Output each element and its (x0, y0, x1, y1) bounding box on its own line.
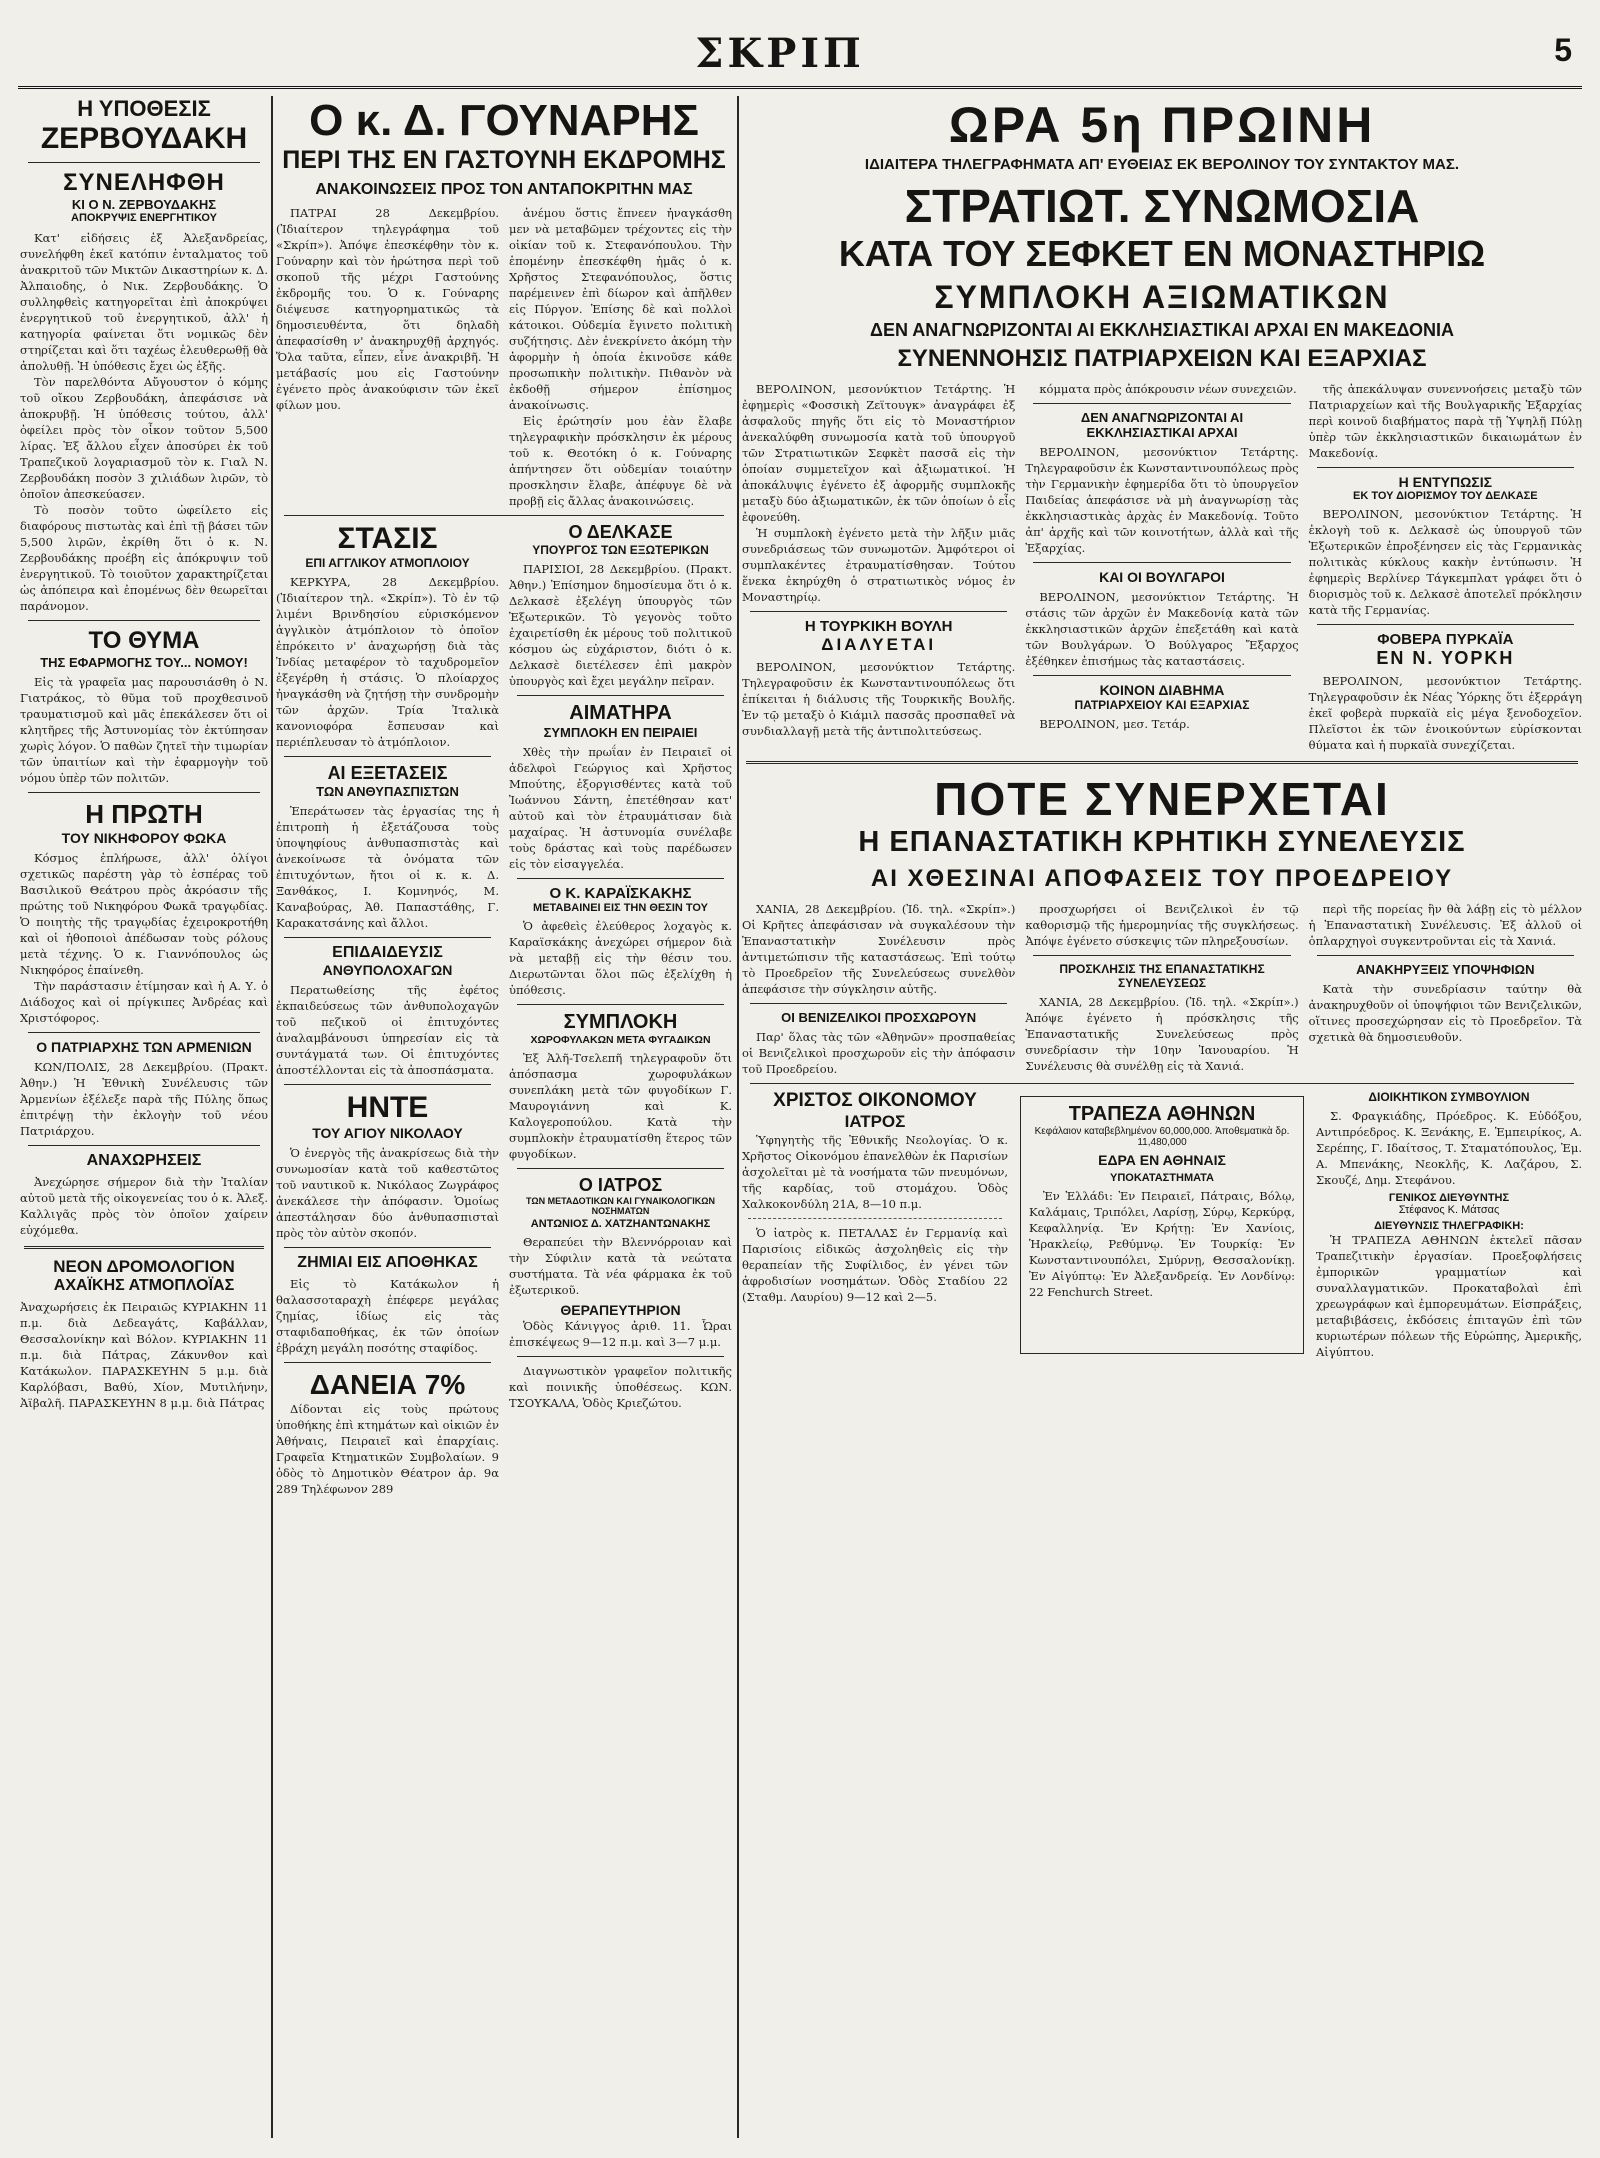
headline-therap: ΘΕΡΑΠΕΥΤΗΡΙΟΝ (560, 1302, 681, 1318)
advert-columns (742, 1090, 1582, 1360)
headline-den2: ΔΕΝ ΑΝΑΓΝΩΡΙΖΟΝΤΑΙ ΑΙ ΕΚΚΛΗΣΙΑΣΤΙΚΑΙ ΑΡΧΑΙ (1080, 410, 1244, 440)
column-divider (271, 96, 273, 2138)
subhead: ΣΥΝΕΝΝΟΗΣΙΣ ΠΑΤΡΙΑΡΧΕΙΩΝ ΚΑΙ ΕΞΑΡΧΙΑΣ (897, 345, 1427, 372)
headline-aimatira: ΑΙΜΑΤΗΡΑ (569, 702, 672, 724)
subhead: ΤΟΥ ΑΓΙΟΥ ΝΙΚΟΛΑΟΥ (312, 1125, 463, 1141)
divider (284, 1247, 491, 1248)
article-text: Τὸν παρελθόντα Αὔγουστον ὁ κόμης τοῦ οἴκου Ζερβουδάκη, ἀπεφάσισε νὰ ἀποκρυβῇ. Ἡ ὑπόθεσις τούτου, ἀλλ' ὀφείλει πρὸς τὸν οἶκον τοῦτον 5,500 λίρας. Ἐξ ἄλλου εἶχεν ἀποσύρει ἐκ τοῦ Τραπεζικοῦ λογαριασμοῦ τὸν κ. Γιαλ Ν. Ζερβουδάκη ποσὸν 3 χιλιάδων λιρῶν, τὸ ὁποῖον ἀπεσκεύασεν. (20, 375, 268, 501)
headline-prosk: ΠΡΟΣΚΛΗΣΙΣ ΤΗΣ ΕΠΑΝΑΣΤΑΤΙΚΗΣ ΣΥΝΕΛΕΥΣΕΩΣ (1059, 962, 1265, 990)
bank-advert (1020, 1096, 1304, 1354)
headline-tourkiki: Η ΤΟΥΡΚΙΚΗ ΒΟΥΛΗ (804, 618, 953, 635)
headline-koinon: ΚΟΙΝΟΝ ΔΙΑΒΗΜΑ (1099, 682, 1225, 698)
headline-karais: Ο Κ. ΚΑΡΑΪΣΚΑΚΗΣ (549, 885, 692, 902)
divider (750, 1003, 1007, 1004)
headline-neon: ΝΕΟΝ ΔΡΟΜΟΛΟΓΙΟΝ (53, 1257, 235, 1276)
article-text: Ἀναχωρήσεις ἐκ Πειραιῶς ΚΥΡΙΑΚΗΝ 11 π.μ. διὰ Δεδεαγάτς, Καβάλλαν, Θεσσαλονίκην καὶ Βόλον. ΚΥΡΙΑΚΗΝ 11 π.μ. διὰ Πάτρας, Ζάκυνθον καὶ Κατάκωλον. ΠΑΡΑΣΚΕΥΗΝ 5 μ.μ. διὰ Καρλόβασι, Βαθύ, Χίον, Μυτιλήνην, Ἀϊβαλῆ. ΠΑΡΑΣΚΕΥΗΝ 8 μ.μ. διὰ Πάτρας (20, 1300, 268, 1410)
article-text: Θεραπεύει τὴν Βλεννόρροιαν καὶ τὴν Σύφιλιν κατὰ τὰ νεώτατα συστήματα. Τὰ νέα φάρμακα ἐκ τοῦ ἐξωτερικοῦ. (509, 1235, 732, 1297)
article-text: περὶ τῆς πορείας ἣν θὰ λάβῃ εἰς τὸ μέλλον ἡ Ἐπαναστατικὴ Συνέλευσις. Ἐξ ἀλλοῦ οἱ ὁπλαρχηγοὶ συγκεντροῦνται εἰς τὰ Χανιά. (1308, 902, 1582, 948)
article-text: ΒΕΡΟΛΙΝΟΝ, μεσονύκτιον Τετάρτης. Ἡ ἐκλογὴ τοῦ κ. Δελκασὲ ὡς ὑπουργοῦ τῶν Ἐξωτερικῶν ἐπροξένησεν εἰς τὰς Γερμανικὰς πολιτικὰς κύκλους κακὴν ἐντύπωσιν. Ἡ ἐφημερὶς Βερλίνερ Τάγκεμπλατ γράφει ὅτι ὁ διορισμὸς τοῦ κ. Δελκασὲ ἀποτελεῖ πρόκλησιν κατὰ τῆς Γερμανίας. (1308, 507, 1582, 617)
headline-exet: ΑΙ ΕΞΕΤΑΣΕΙΣ (327, 763, 448, 783)
article-text: Ἀνεχώρησε σήμερον διὰ τὴν Ἰταλίαν αὐτοῦ μετὰ τῆς οἰκογενείας του ὁ κ. Ἀλεξ. Καλλιγᾶς πρὸς τὸν ὁποῖον χαίρειν εὐχόμεθα. (20, 1175, 268, 1237)
divider (517, 878, 724, 879)
article-text: ΠΑΤΡΑΙ 28 Δεκεμβρίου. (Ἰδιαίτερον τηλεγράφημα τοῦ «Σκρίπ»). Ἀπόψε ἐπεσκέφθην τὸν κ. Γούναρην καὶ τὸν ἠρώτησα περὶ τοῦ σκοποῦ τῆς μέχρι Γαστούνης ἐκδρομῆς του. Ὁ κ. Γούναρης διέψευσε κατηγορηματικῶς τὰ δημοσιευθέντα, ὅτι δηλαδὴ ἀπεφασίσθη ν' ἀνακηρυχθῇ ἀρχηγός. Ὅλα ταῦτα, εἶπεν, εἶνε ἀνακριβῆ. Ἡ μετάβασίς μου εἰς Γαστούνην ἐγένετο πρὸς ἀνακούφισιν τῶν ἐκεῖ φίλων μου. (276, 206, 499, 412)
article-text: Ὁδὸς Κάνιγγος ἀριθ. 11. Ὧραι ἐπισκέψεως 9—12 π.μ. καὶ 3—7 μ.μ. (509, 1319, 732, 1349)
advert-title: ΤΡΑΠΕΖΑ ΑΘΗΝΩΝ (1068, 1103, 1256, 1125)
column-2 (276, 96, 732, 2138)
subhead: ΥΠΟΥΡΓΟΣ ΤΩΝ ΕΞΩΤΕΡΙΚΩΝ (532, 543, 709, 557)
sub-columns (742, 901, 1582, 1077)
divider (746, 761, 1578, 764)
article-text: ΧΑΝΙΑ, 28 Δεκεμβρίου. (Ἰδ. τηλ. «Σκρίπ».) Οἱ Κρῆτες ἀπεφάσισαν νὰ συγκαλέσουν τὴν Ἐπαναστατικὴν Συνέλευσιν πρὸς ἀντιμετώπισιν τῆς καταστάσεως. Ἐπὶ τούτῳ τὸ Προεδρεῖον τῆς Συνελεύσεως συνελθὸν ἀπεφάσισε τὴν σύγκλησιν αὐτῆς. (742, 902, 1016, 996)
headline-anax: ΑΝΑΧΩΡΗΣΕΙΣ (86, 1152, 202, 1169)
divider (1033, 675, 1290, 676)
column-divider (737, 96, 739, 2138)
subhead: ΤΟΥ ΝΙΚΗΦΟΡΟΥ ΦΩΚΑ (61, 830, 227, 846)
article-text: Τὸ ποσὸν τοῦτο ὠφείλετο εἰς διαφόρους πιστωτὰς καὶ ἐπὶ τῇ βάσει τῶν 5,500 λιρῶν, ἐκρίθη ὅτι ὁ κ. Ν. Ζερβουδάκης προέβη εἰς ἀπόκρυψιν τοῦ ἐνεργητικοῦ. Τὸ τοιοῦτον χαρακτηρίζεται ὡς ἀπόπειρα καὶ ἐπομένως δὲν θεωρεῖται παράνομον. (20, 503, 268, 613)
divider (284, 1084, 491, 1085)
headline-thyma: ΤΟ ΘΥΜΑ (88, 627, 200, 654)
headline-anakiryxeis: ΑΝΑΚΗΡΥΞΕΙΣ ΥΠΟΨΗΦΙΩΝ (1356, 962, 1535, 977)
headline-fovera: ΦΟΒΕΡΑ ΠΥΡΚΑΪΑ (1377, 631, 1514, 648)
article-text: Ἐξ Ἀλῆ-Τσελεπῆ τηλεγραφοῦν ὅτι ἀπόσπασμα χωροφυλάκων συνεπλάκη μετὰ τῶν φυγοδίκων Γ. Μαυρογιάννη καὶ Κ. Καλογεροπούλου. Κατὰ τὴν συμπλοκὴν ἐτραυματίσθη ἕτερος τῶν φυγοδίκων. (509, 1051, 732, 1161)
headline-strat-sub: ΚΑΤΑ ΤΟΥ ΣΕΦΚΕΤ ΕΝ ΜΟΝΑΣΤΗΡΙΩ (838, 233, 1486, 274)
subhead: ΑΝΑΚΟΙΝΩΣΕΙΣ ΠΡΟΣ ΤΟΝ ΑΝΤΑΠΟΚΡΙΤΗΝ ΜΑΣ (315, 181, 693, 198)
bank-seat: ΕΔΡΑ ΕΝ ΑΘΗΝΑΙΣ (1098, 1152, 1226, 1168)
subhead: ΑΙ ΧΘΕΣΙΝΑΙ ΑΠΟΦΑΣΕΙΣ ΤΟΥ ΠΡΟΕΔΡΕΙΟΥ (870, 865, 1454, 892)
article-gounaris-columns (276, 205, 732, 509)
subhead: ΕΝ Ν. ΥΟΡΚΗ (1376, 648, 1515, 668)
headline-iatros: Ο ΙΑΤΡΟΣ (578, 1175, 663, 1195)
divider (517, 1168, 724, 1169)
headline-stasis: ΣΤΑΣΙΣ (337, 522, 438, 555)
headline-daneia: ΔΑΝΕΙΑ 7% (309, 1369, 466, 1400)
advert-text: Ἐν Ἑλλάδι: Ἐν Πειραιεῖ, Πάτραις, Βόλῳ, Καλάμαις, Τριπόλει, Λαρίσῃ, Σύρῳ, Κερκύρᾳ, Κεφαλληνίᾳ. Ἐν Κρήτῃ: Ἐν Χανίοις, Ἡρακλείῳ, Ρεθύμνῳ. Ἐν Τουρκίᾳ: Ἐν Κωνσταντινουπόλει, Σμύρνῃ, Θεσσαλονίκῃ. Ἐν Αἰγύπτῳ: Ἐν Ἀλεξανδρείᾳ. Ἐν Λονδίνῳ: 22 Fenchurch Street. (1029, 1189, 1295, 1299)
headline-pote-sub: Η ΕΠΑΝΑΣΤΑΤΙΚΗ ΚΡΗΤΙΚΗ ΣΥΝΕΛΕΥΣΙΣ (858, 826, 1466, 858)
telegraph-heading: ΔΙΕΥΘΥΝΣΙΣ ΤΗΛΕΓΡΑΦΙΚΗ: (1374, 1220, 1524, 1232)
subhead: ΑΧΑΪΚΗΣ ΑΤΜΟΠΛΟΪΑΣ (53, 1277, 235, 1294)
headline-arrest: ΣΥΝΕΛΗΦΘΗ (63, 169, 225, 196)
subhead: ΙΔΙΑΙΤΕΡΑ ΤΗΛΕΓΡΑΦΗΜΑΤΑ ΑΠ' ΕΥΘΕΙΑΣ ΕΚ ΒΕΡΟΛΙΝΟΥ ΤΟΥ ΣΥΝΤΑΚΤΟΥ ΜΑΣ. (864, 156, 1460, 173)
headline-venizel: ΟΙ ΒΕΝΙΖΕΛΙΚΟΙ ΠΡΟΣΧΩΡΟΥΝ (781, 1010, 977, 1025)
divider (750, 611, 1007, 612)
subhead: ΤΩΝ ΜΕΤΑΔΟΤΙΚΩΝ ΚΑΙ ΓΥΝΑΙΚΟΛΟΓΙΚΩΝ ΝΟΣΗΜΑΤΩΝ (526, 1196, 715, 1216)
article-text: Εἰς τὰ γραφεῖα μας παρουσιάσθη ὁ Ν. Γιατράκος, τὸ θῦμα τοῦ προχθεσινοῦ τραυματισμοῦ καὶ μᾶς ἐπεκάλεσεν ὅτι οἱ κλητῆρες τῆς Ἀστυνομίας τὸν ἐκτύπησαν χωρὶς λόγον. Ὁ παθὼν ζητεῖ τὴν τιμωρίαν τῶν ὑπαιτίων καὶ τὴν ἐφαρμογὴν τοῦ νόμου ὑπὲρ τῶν πολιτῶν. (20, 675, 268, 785)
article-text: ΚΩΝ/ΠΟΛΙΣ, 28 Δεκεμβρίου. (Πρακτ. Ἀθην.) Ἡ Ἐθνικὴ Συνέλευσις τῶν Ἀρμενίων ἐξέλεξε παρὰ τῆς Πύλης ὅπως ἐπιτρέψῃ τὴν ἐκλογὴν τοῦ νέου Πατριάρχου. (20, 1060, 268, 1138)
article-text: Ὁ ἀφεθεὶς ἐλεύθερος λοχαγὸς κ. Καραϊσκάκης ἀνεχώρει σήμερον διὰ νὰ μεταβῇ εἰς τὴν θέσιν του. Διερωτῶνται ὅλοι πῶς ἐξελίχθη ἡ ὑπόθεσις. (509, 919, 732, 997)
headline-strat: ΣΤΡΑΤΙΩΤ. ΣΥΝΩΜΟΣΙΑ (904, 180, 1420, 232)
divider (284, 937, 491, 938)
article-text: προσχωρήσει οἱ Βενιζελικοὶ ἐν τῷ καθορισμῷ τῆς ἡμερομηνίας τῆς συγκλήσεως. Ἀπόψε ἐγένετο σύσκεψις τῶν πληρεξουσίων. (1025, 902, 1299, 948)
sub-columns (276, 522, 732, 1497)
headline-proti: Η ΠΡΩΤΗ (85, 799, 203, 829)
paper-name: ΣΚΡΙΠ (695, 30, 865, 77)
headline-vougaroi: ΚΑΙ ΟΙ ΒΟΥΛΓΑΡΟΙ (1099, 569, 1225, 585)
bank-branches-heading: ΥΠΟΚΑΤΑΣΤΗΜΑΤΑ (1110, 1172, 1214, 1184)
divider (28, 1145, 260, 1146)
subhead: ΔΕΝ ΑΝΑΓΝΩΡΙΖΟΝΤΑΙ ΑΙ ΕΚΚΛΗΣΙΑΣΤΙΚΑΙ ΑΡΧΑΙ ΕΝ ΜΑΚΕΔΟΝΙΑ (870, 320, 1454, 340)
divider (28, 792, 260, 793)
article-text: Κόσμος ἐπλήρωσε, ἀλλ' ὀλίγοι σχετικῶς παρέστη γὰρ τὸ ἑσπέρας τοῦ Βασιλικοῦ Θεάτρου πρὸς ἀκρόασιν τῆς πρώτης τοῦ Νικηφόρου Φωκᾶ τραγῳδίας. Ὁ ποιητὴς τῆς τραγῳδίας ἐχειροκροτήθη καὶ οἱ ἠθοποιοὶ ἀπέδωσαν τοὺς ρόλους μετὰ τέχνης. Ὁ κ. Γιαννόπουλος ὡς Νικηφόρος ἐπαίνεθη. (20, 851, 268, 977)
headline-entyposis: Η ΕΝΤΥΠΩΣΙΣ (1398, 474, 1492, 490)
masthead (0, 0, 1600, 92)
article-text: Διαγνωστικὸν γραφεῖον πολιτικῆς καὶ ποινικῆς ὑποθέσεως. ΚΩΝ. ΤΣΟΥΚΑΛΑ, Ὁδὸς Κριεζώτου. (509, 1364, 732, 1410)
board-heading: ΔΙΟΙΚΗΤΙΚΟΝ ΣΥΜΒΟΥΛΙΟΝ (1368, 1090, 1530, 1104)
director-name: Στέφανος Κ. Μάτσας (1398, 1204, 1500, 1216)
divider (1317, 467, 1574, 468)
subhead: ΣΥΜΠΛΟΚΗ ΕΝ ΠΕΙΡΑΙΕΙ (543, 725, 698, 740)
headline-case: Η ΥΠΟΘΕΣΙΣ (77, 96, 211, 121)
article-text: ΠΑΡΙΣΙΟΙ, 28 Δεκεμβρίου. (Πρακτ. Ἀθην.) Ἐπίσημον δημοσίευμα ὅτι ὁ κ. Δελκασὲ ἐξελέγη ὑπουργὸς τῶν Ἐξωτερικῶν. Τὸ γεγονὸς τοῦτο ἐχαιρετίσθη ἐκ μέρους τοῦ πολιτικοῦ κόσμου ὡς εὐχάριστον, διότι ὁ κ. Δελκασὲ διετέλεσεν ἐπὶ μακρὸν ὑπουργὸς καὶ ἔχει μεγάλην πεῖραν. (509, 562, 732, 688)
subhead: ΠΑΤΡΙΑΡΧΕΙΟΥ ΚΑΙ ΕΞΑΡΧΙΑΣ (1074, 698, 1250, 712)
divider (284, 1362, 491, 1363)
article-text: Ἡ συμπλοκὴ ἐγένετο μετὰ τὴν λῆξιν μιᾶς συνεδριάσεως τῶν συνωμοτῶν. Ἀμφότεροι οἱ συμπλακέντες ἐτραυματίσθησαν. Τούτου ἕνεκα ἐκηρύχθη ὁ στρατιωτικὸς νόμος ἐν Μοναστηρίῳ. (742, 526, 1016, 604)
subhead: ΕΠΙ ΑΓΓΛΙΚΟΥ ΑΤΜΟΠΛΟΙΟΥ (305, 556, 470, 570)
divider (1033, 955, 1290, 956)
subhead: ΑΠΟΚΡΥΨΙΣ ΕΝΕΡΓΗΤΙΚΟΥ (71, 212, 217, 224)
article-text: ΒΕΡΟΛΙΝΟΝ, μεσονύκτιον Τετάρτης. Τηλεγραφοῦσιν ἐκ Κωνσταντινουπόλεως ὅτι ἐπίκειται ἡ διάλυσις τῆς Τουρκικῆς Βουλῆς. Ἐν τῷ μεταξὺ ὁ Κιάμιλ πασσᾶς προσπαθεῖ νὰ συνδιαλλαγῇ μετὰ τῆς ἀντιπολιτεύσεως. (742, 660, 1016, 738)
article-text: ΒΕΡΟΛΙΝΟΝ, μεσ. Τετάρ. (1039, 717, 1190, 731)
article-text: Κατ' εἰδήσεις ἐξ Ἀλεξανδρείας, συνελήφθη ἐκεῖ κατόπιν ἐνταλματος τοῦ ἀνακριτοῦ τῶν Μικτῶν Δικαστηρίων κ. Δ. Ἀλπαιοδης, ὁ Νικ. Ζερβουδάκης. Ὁ συλληφθεὶς κατηγορεῖται ἐπὶ ἀποκρύψει ἐνεργητικοῦ τοῦ ἐνεργητικοῦ, ἀλλ' ἡ κατηγορία φαίνεται ὅτι νομικῶς δὲν στηρίζεται καὶ ὅτι ταχέως ἐλευθερωθῇ θὰ ἀπολυθῇ. Ἡ ὑπόθεσις ἔχει ὡς ἑξῆς. (20, 231, 268, 373)
divider (1033, 403, 1290, 404)
divider (28, 620, 260, 621)
bank-capital: Κεφάλαιον καταβεβλημένον 60,000,000. Ἀποθεματικὰ δρ. 11,480,000 (1034, 1126, 1290, 1148)
article-text: ΒΕΡΟΛΙΝΟΝ, μεσονύκτιον Τετάρτης. Τηλεγραφοῦσιν ἐκ Νέας Ὑόρκης ὅτι ἐξερράγη ἐκεῖ φοβερὰ πυρκαϊὰ εἰς μέγα ξενοδοχεῖον. Πλεῖστοι ἐκ τῶν ἐνοικούντων εὑρίσκονται θύματα καὶ ἡ πυρκαϊὰ συνεχίζεται. (1308, 674, 1582, 752)
subhead: ΧΩΡΟΦΥΛΑΚΩΝ ΜΕΤΑ ΦΥΓΑΔΙΚΩΝ (530, 1034, 711, 1046)
headline-symplokh-axiom: ΣΥΜΠΛΟΚΗ ΑΞΙΩΜΑΤΙΚΩΝ (934, 279, 1390, 315)
headline-dekase: Ο ΔΕΛΚΑΣΕ (568, 522, 673, 542)
article-text: Ὁ ἐνεργὸς τῆς ἀνακρίσεως διὰ τὴν συνωμοσίαν κατὰ τοῦ καθεστῶτος τοῦ ναυτικοῦ κ. Νικόλαος Ζωγράφος ἀνεκάλεσε τὴν ἀπόφασιν. Ὁμοίως ἀπεστάλησαν δύο ἀνθυπασπισταὶ πρὸς τὸν αὐτὸν σκοπόν. (276, 1146, 499, 1240)
headline-zimiai: ΖΗΜΙΑΙ ΕΙΣ ΑΠΟΘΗΚΑΣ (297, 1254, 478, 1271)
advert-text: Ἡ ΤΡΑΠΕΖΑ ΑΘΗΝΩΝ ἐκτελεῖ πᾶσαν Τραπεζιτικὴν ἐργασίαν. Προεξοφλήσεις ἐμπορικῶν γραμματίων καὶ συναλλαγματικῶν. Προκαταβολαὶ ἐπὶ χρεωγράφων καὶ ἐμπορευμάτων. Εἰσπράξεις, μεταβιβάσεις, ἐκδόσεις ἐπιταγῶν ἐπὶ τῶν κυριωτέρων πόλεων τῆς Εὐρώπης, Ἀμερικῆς, Αἰγύπτου. (1316, 1233, 1582, 1359)
article-text: ΒΕΡΟΛΙΝΟΝ, μεσονύκτιον Τετάρτης. Ἡ στάσις τῶν ἀρχῶν ἐν Μακεδονίᾳ κατὰ τῶν ἐκκλησιαστικῶν ἀρχῶν ἐπεξετάθη καὶ κατὰ τῶν Βουλγάρων. Ὁ Βούλγαρος Ἔξαρχος ἐξέθηκεν ἐπισήμως τὰς καταστάσεις. (1025, 590, 1299, 668)
article-text: Δίδονται εἰς τοὺς πρώτους ὑποθήκης ἐπὶ κτημάτων καὶ οἰκιῶν ἐν Ἀθήναις, Πειραιεῖ καὶ ἐπαρχίαις. Γραφεῖα Κτηματικῶν Συμβολαίων. 9 ὁδὸς τὸ Δημοτικὸν Θέατρον ἀρ. 9α 289 Τηλέφωνον 289 (276, 1402, 499, 1496)
article-text: Εἰς τὸ Κατάκωλον ἡ θαλασσοταραχὴ ἐπέφερε μεγάλας ζημίας, ἰδίως εἰς τὰς σταφιδαποθήκας, ἐκ τῶν ὁποίων ἐβράχη μεγάλη ποσότης σταφίδος. (276, 1277, 499, 1355)
headline-gounaris-sub: ΠΕΡΙ ΤΗΣ ΕΝ ΓΑΣΤΟΥΝΗ ΕΚΔΡΟΜΗΣ (282, 146, 726, 174)
divider (284, 515, 724, 516)
headline-patr: Ο ΠΑΤΡΙΑΡΧΗΣ ΤΩΝ ΑΡΜΕΝΙΩΝ (36, 1039, 252, 1055)
headline-pote: ΠΟΤΕ ΣΥΝΕΡΧΕΤΑΙ (934, 773, 1390, 825)
divider (517, 1356, 724, 1357)
article-text: Παρ' ὅλας τὰς τῶν «Ἀθηνῶν» προσπαθείας οἱ Βενιζελικοὶ προσχωροῦν εἰς τὴν ἀπόφασιν τοῦ Προεδρείου. (742, 1030, 1016, 1076)
article-text: Τὴν παράστασιν ἐτίμησαν καὶ ἡ Α. Υ. ὁ Διάδοχος καὶ οἱ πρίγκιπες Ἀνδρέας καὶ Χριστόφορος. (20, 979, 268, 1025)
divider (24, 1246, 264, 1249)
headline-epaid: ΕΠΙΔΑΙΔΕΥΣΙΣ (332, 944, 443, 961)
advert-text: Ὁ ἰατρὸς κ. ΠΕΤΑΛΑΣ ἐν Γερμανίᾳ καὶ Παρισίοις εἰδικῶς ἀσχοληθεὶς εἰς τὴν θεραπείαν τῆς Συφίλιδος, ἐν γένει τῶν ἀφροδισίων νοσημάτων. Ὁδὸς Σταδίου 22 (Σταθμ. Λαυρίου) 9—12 καὶ 2—5. (742, 1226, 1008, 1304)
advert-title: ΧΡΙΣΤΟΣ ΟΙΚΟΝΟΜΟΥ (773, 1090, 977, 1111)
subhead: ΤΗΣ ΕΦΑΡΜΟΓΗΣ ΤΟΥ... ΝΟΜΟΥ! (40, 655, 248, 670)
headline-hnte: ΗΝΤΕ (346, 1091, 429, 1124)
article-text: ΒΕΡΟΛΙΝΟΝ, μεσονύκτιον Τετάρτης. Ἡ ἐφημερὶς «Φοσσικὴ Ζεϊτουγκ» ἀναγράφει ἐξ ἀσφαλοῦς πηγῆς ὅτι εἰς τὸ Μοναστήριον ἀνεκαλύφθη συνωμοσία κατὰ τοῦ ὑπουργοῦ τῶν Στρατιωτικῶν Σεφκὲτ πασσᾶ εἰς τὴν ὁποίαν συμμετεῖχον καὶ ἀξιωματικοί. Ἡ ἀποκάλυψις ἐγένετο ἐξ ἀφορμῆς συμπλοκῆς μεταξὺ δύο ἀξιωματικῶν, ἐκ τῶν ὁποίων ὁ εἷς ἐφονεύθη. (742, 382, 1016, 524)
masthead-rule (18, 86, 1582, 89)
article-text: ἀνέμου ὅστις ἔπνεεν ἠναγκάσθη μεν νὰ μεταβῶμεν τρέχοντες εἰς τὴν οἰκίαν τοῦ κ. Στεφανόπουλου. Τὴν ἑπομένην ἐπεσκέφθη ἡμᾶς ὁ κ. Χρῆστος Στεφανόπουλος, ὅστις παρέμεινεν ἐπὶ δίωρον καὶ ἀπῆλθεν εἰς Πύργον. Ἐπίσης δὲ καὶ πολλοὶ κάτοικοι. Οὐδεμία ἔγινετο πολιτικὴ συζήτησις. Δὲν ἐνεκρίνετο ἀκόμη τὴν ἀφορμὴν ἡ ὁποία ἐκινοῦσε κάθε προσωπικὴν πολιτικὴν. Πιθανὸν νὰ ἐκδοθῇ σήμερον ἐπίσημος ἀνακοίνωσις. (509, 206, 732, 412)
subhead: ΚΙ Ο Ν. ΖΕΡΒΟΥΔΑΚΗΣ (71, 197, 217, 212)
subhead: ΜΕΤΑΒΑΙΝΕΙ ΕΙΣ ΤΗΝ ΘΕΣΙΝ ΤΟΥ (532, 902, 709, 914)
advert-text: Σ. Φραγκιάδης, Πρόεδρος. Κ. Εὐδόξου, Αντιπρόεδρος. Κ. Ξενάκης, Ε. Ἐμπειρίκος, Α. Σερέπης, Γ. Ιδαίτσος, Τ. Σταματόπουλος, Ἐμ. Α. Μπενάκης, Νεοκλῆς, Κ. Λαζάρου, Σ. Σκουζέ, Δημ. Στεφάνου. (1316, 1109, 1582, 1187)
subhead: ΤΩΝ ΑΝΘΥΠΑΣΠΙΣΤΩΝ (316, 784, 459, 799)
doctor-name: ΑΝΤΩΝΙΟΣ Δ. ΧΑΤΖΗΑΝΤΩΝΑΚΗΣ (530, 1218, 711, 1230)
column-3 (742, 96, 1582, 2138)
article-text: ΚΕΡΚΥΡΑ, 28 Δεκεμβρίου. (Ἰδιαίτερον τηλ. «Σκρίπ»). Τὸ ἐν τῷ λιμένι Βρινδησίου εὑρισκόμενον ἀγγλικὸν ἀτμόπλοιον τὸ ὁποῖον ἐπρόκειτο ν' ἀναχωρήσῃ διὰ τὰς Ἰνδίας μεταφέρον τὸ ταχυδρομεῖον ἐξεγέρθη ἡ στάσις. Ὁ πλοίαρχος ἠναγκάσθη νὰ ζητήσῃ τὴν συνδρομὴν τῶν ἀρχῶν. Τρία Ἰταλικὰ κανονιοφόρα ἔσπευσαν καὶ περιέπλευσαν τὸ ἀτμόπλοιον. (276, 575, 499, 749)
article-text: κόμματα πρὸς ἀπόκρουσιν νέων συνεχειῶν. (1039, 382, 1297, 396)
subhead: ΕΚ ΤΟΥ ΔΙΟΡΙΣΜΟΥ ΤΟΥ ΔΕΛΚΑΣΕ (1353, 490, 1538, 502)
divider (517, 695, 724, 696)
divider (28, 162, 260, 163)
column-1 (20, 96, 268, 2138)
divider (1317, 624, 1574, 625)
advert-subtitle: ΙΑΤΡΟΣ (844, 1112, 906, 1131)
director-heading: ΓΕΝΙΚΟΣ ΔΙΕΥΘΥΝΤΗΣ (1388, 1192, 1510, 1204)
subhead: ΔΙΑΛΥΕΤΑΙ (821, 635, 937, 654)
subhead: ΑΝΘΥΠΟΛΟΧΑΓΩΝ (322, 962, 453, 978)
article-text: ΧΑΝΙΑ, 28 Δεκεμβρίου. (Ἰδ. τηλ. «Σκρίπ».) Ἀπόψε ἐγένετο ἡ πρόσκλησις τῆς Ἐπαναστατικῆς Συνελεύσεως πρὸς συνεδρίασιν τὴν 10ην Ἰανουαρίου. Ἡ Συνέλευσις θὰ συνέλθῃ εἰς τὰ Χανιά. (1025, 995, 1299, 1073)
divider (517, 1004, 724, 1005)
advert-text: Ὑφηγητὴς τῆς Ἐθνικῆς Νεολογίας. Ὁ κ. Χρῆστος Οἰκονόμου ἐπανελθὼν ἐκ Παρισίων ἀσχολεῖται μὲ τὰ νοσήματα τῶν πνευμόνων, τῆς καρδίας, τοῦ στομάχου. Ὁδὸς Χαλκοκονδύλη 21Α, 8—10 π.μ. (742, 1133, 1008, 1211)
divider (28, 1032, 260, 1033)
page-number: 5 (1554, 32, 1572, 68)
article-text: Περατωθείσης τῆς ἐφέτος ἐκπαιδεύσεως τῶν ἀνθυπολοχαγῶν τοῦ πεζικοῦ οἱ ἐπιτυχόντες ἀναλαμβάνουσι ὑπηρεσίαν εἰς τὰ συντάγματά των. Οἱ ἐπιτυχόντες ἀποστέλλονται εἰς τὰ ἀποσπάσματα. (276, 983, 499, 1077)
headline-name: ΖΕΡΒΟΥΔΑΚΗ (40, 122, 248, 155)
headline-gounaris: Ο κ. Δ. ΓΟΥΝΑΡΗΣ (309, 96, 699, 145)
headline-symplokh: ΣΥΜΠΛΟΚΗ (563, 1011, 678, 1033)
article-text: Εἰς ἐρώτησίν μου ἐὰν ἔλαβε τηλεγραφικὴν πρόσκλησιν ἐκ μέρους τοῦ κ. Θεοτόκη ὁ κ. Γούναρης ἀπήντησεν ὅτι οὐδεμίαν τοιαύτην προσκλησιν ἔλαβε, ἀπέφυγε δὲ νὰ προβῇ εἰς ἄλλας ἀνακοινώσεις. (509, 414, 732, 508)
article-text: Ἐπεράτωσεν τὰς ἐργασίας της ἡ ἐπιτροπὴ ἡ ἐξετάζουσα τοὺς ὑποψηφίους ἀνθυπασπιστὰς καὶ ἀνεκοίνωσε τὰ ὀνόματα τῶν ἐπιτυχόντων, ἤτοι οἱ κ. κ. Δ. Ξανθάκος, Ι. Κομνηνός, Μ. Καναβούρας, Ἀθ. Παπαστάθης, Γ. Καρακατσάνης καὶ ἄλλοι. (276, 804, 499, 930)
sub-columns (742, 381, 1582, 753)
divider (1033, 562, 1290, 563)
divider (1317, 955, 1574, 956)
divider (748, 1218, 1002, 1219)
article-text: ΒΕΡΟΛΙΝΟΝ, μεσονύκτιον Τετάρτης. Τηλεγραφοῦσιν ἐκ Κωνσταντινουπόλεως πρὸς τὴν Γερμανικὴν ἐφημερίδα ὅτι τὸ ὑπουργεῖον Παιδείας ἀπεφάσισε νὰ μὴ ἀναγνωρίσῃ τὰς ἐκκλησιαστικὰς ἀρχὰς ἐν Μακεδονίᾳ. Τοῦτο ἀπ' ἀρχῆς καὶ τῶν κοινοτήτων, ἀλλὰ καὶ τῆς Ἐξαρχίας. (1025, 445, 1299, 555)
divider (284, 756, 491, 757)
article-text: Χθὲς τὴν πρωΐαν ἐν Πειραιεῖ οἱ ἀδελφοὶ Γεώργιος καὶ Χρῆστος Μπούτης, ἐξοργισθέντες κατὰ τοῦ Ἰωάννου Σάντη, ἐπετέθησαν κατ' αὐτοῦ καὶ τὸν ἐτραυμάτισαν διὰ μαχαίρας. Ἡ ἀστυνομία συνέλαβε τοὺς δράστας καὶ τοὺς παρέδωσεν εἰς τὸν εἰσαγγελέα. (509, 745, 732, 871)
headline-ora: ΩΡΑ 5η ΠΡΩΙΝΗ (948, 97, 1376, 153)
divider (750, 1083, 1574, 1084)
article-text: Κατὰ τὴν συνεδρίασιν ταύτην θὰ ἀνακηρυχθοῦν οἱ ὑποψήφιοι τῶν Βενιζελικῶν, οἵτινες προσεχώρησαν εἰς τὸ Προεδρεῖον. Τὰ σχετικὰ θὰ δημοσιευθοῦν. (1308, 982, 1582, 1044)
article-text: τῆς ἀπεκάλυψαν συνεννοήσεις μεταξὺ τῶν Πατριαρχείων καὶ τῆς Βουλγαρικῆς Ἐξαρχίας περὶ κοινοῦ διαβήματος παρὰ τῇ Ὑψηλῇ Πύλῃ ὑπὲρ τῶν ἐκκλησιαστικῶν δικαιωμάτων ἐν Μακεδονίᾳ. (1308, 382, 1582, 460)
